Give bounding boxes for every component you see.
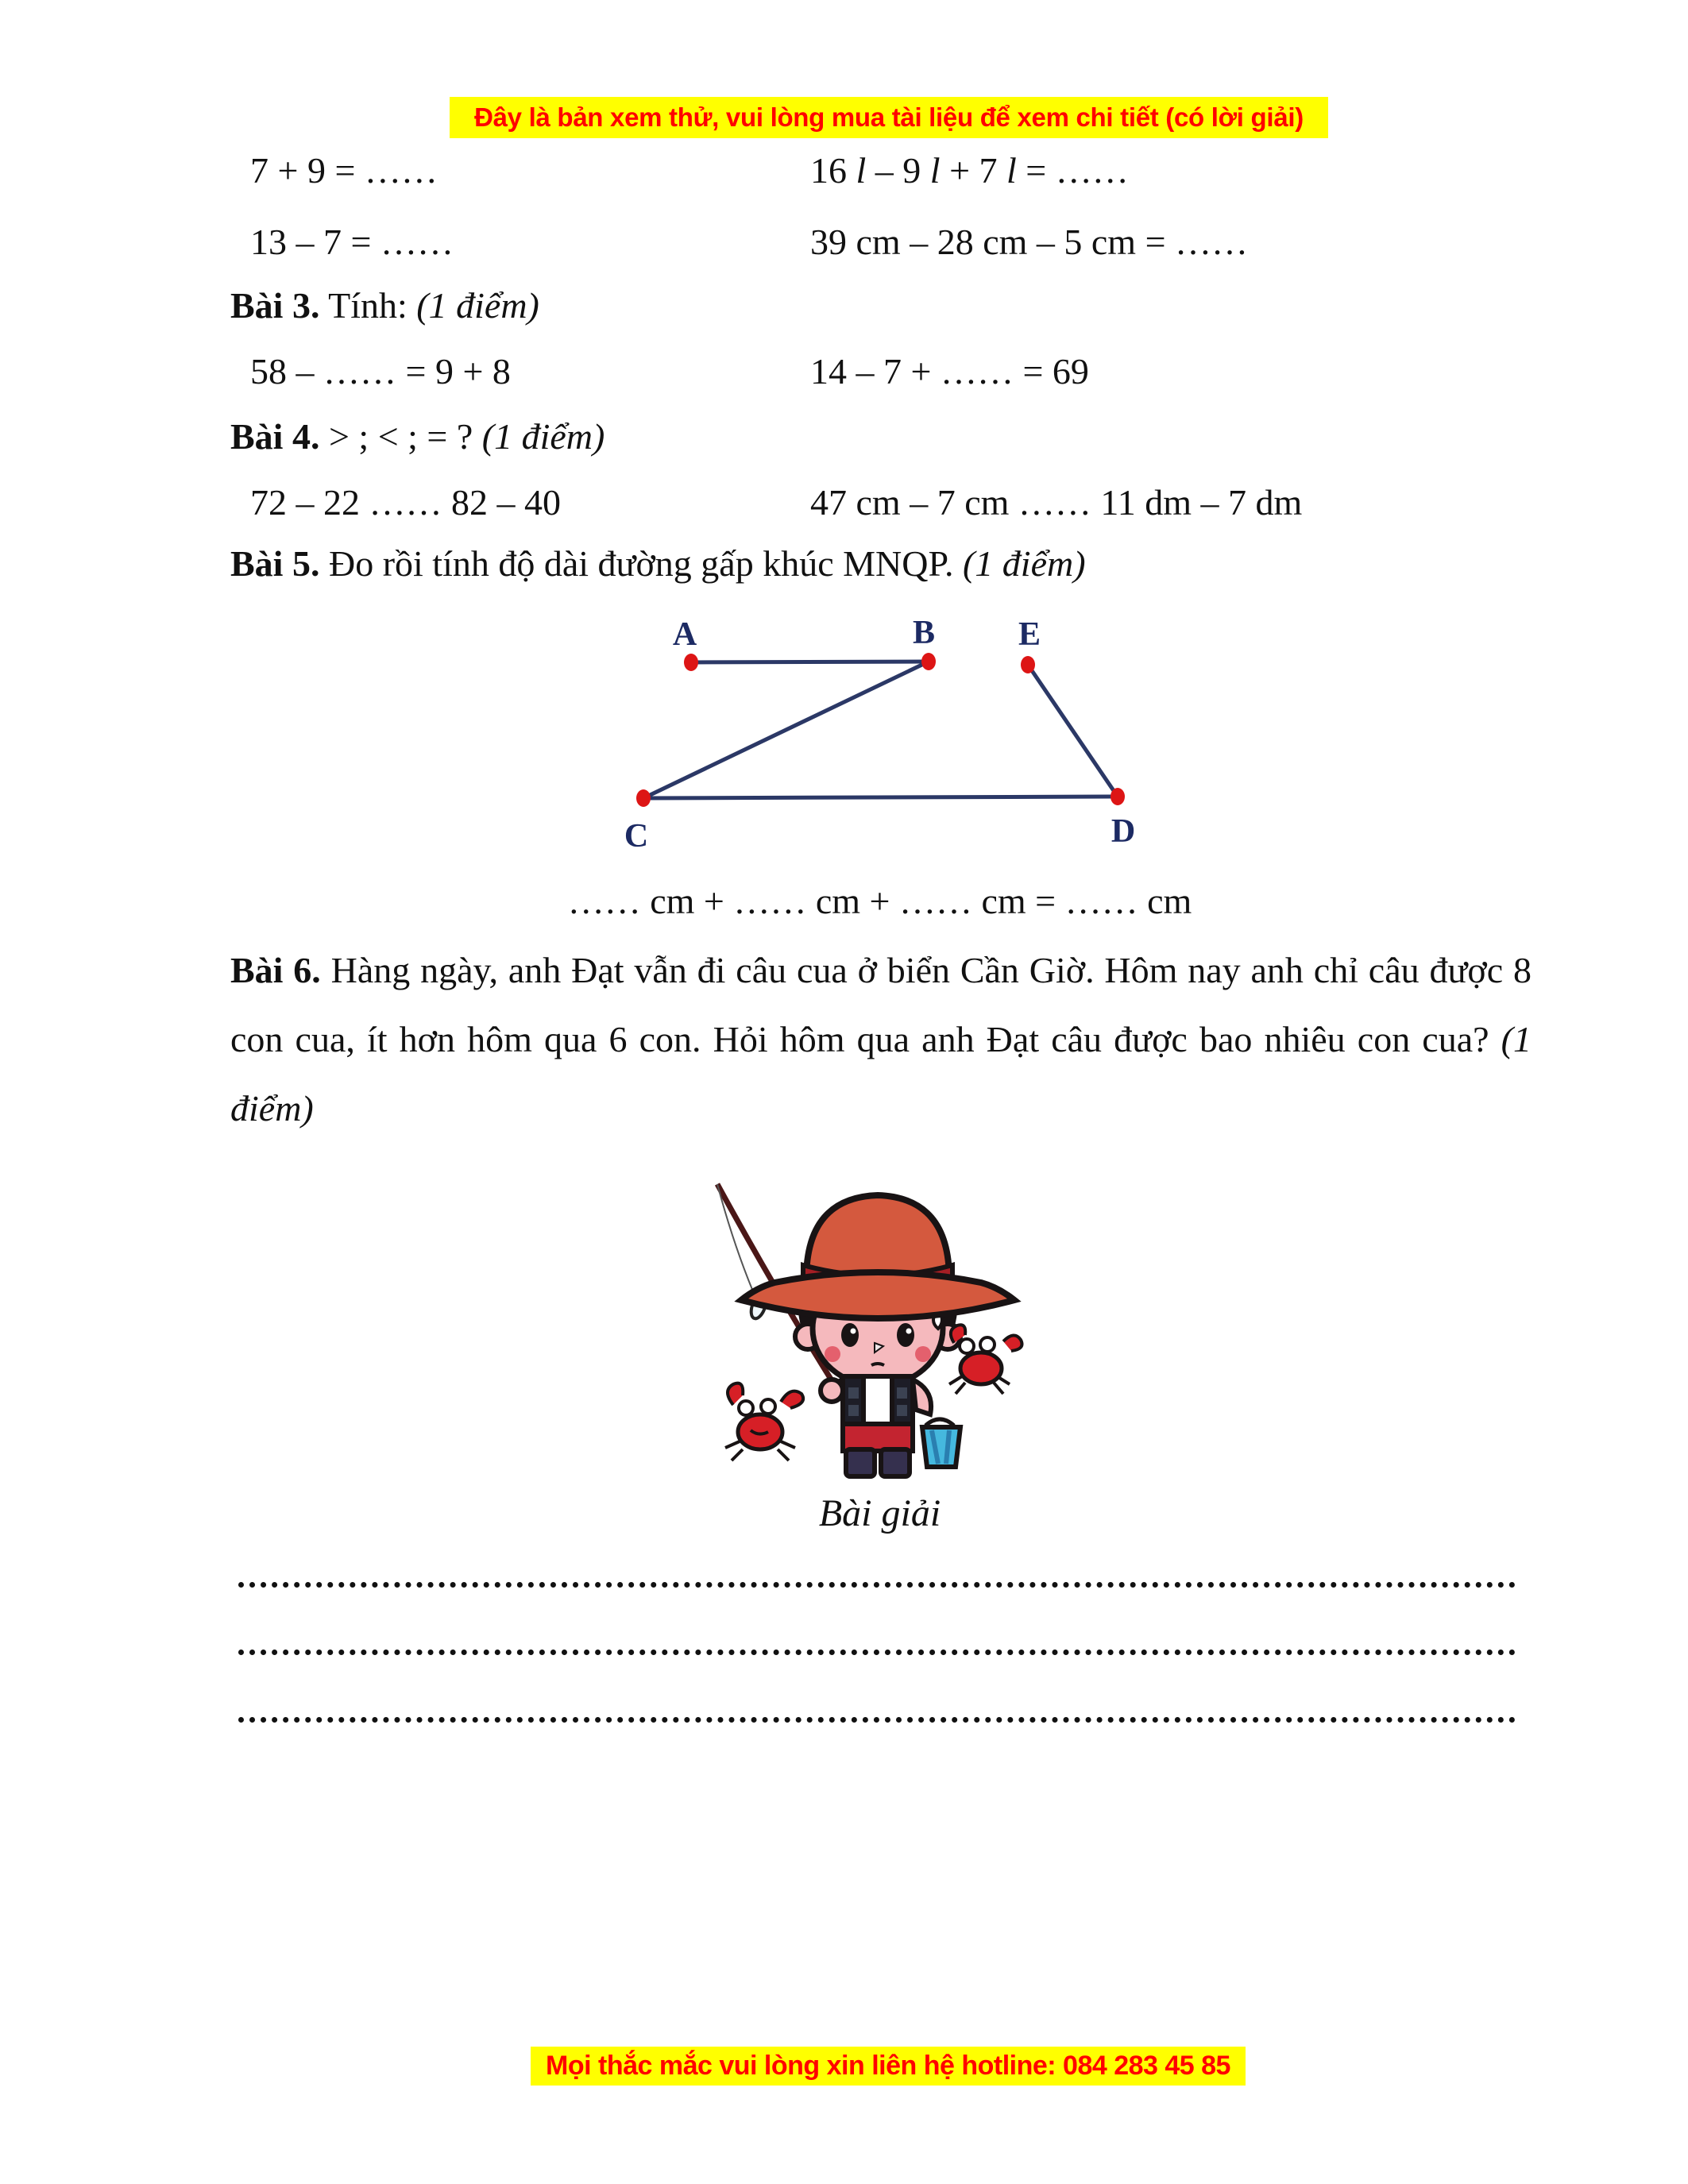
- length-sum-blanks: …… cm + …… cm + …… cm = …… cm: [567, 881, 1192, 921]
- answer-line-1: [238, 1582, 1516, 1588]
- label-D: D: [1111, 813, 1136, 850]
- point-E: [1021, 656, 1035, 673]
- segment-ED: [1028, 665, 1118, 797]
- exercise-5-points: (1 điểm): [962, 543, 1086, 584]
- answer-line-2: [238, 1650, 1516, 1655]
- comparison-47cm: 47 cm – 7 cm …… 11 dm – 7 dm: [810, 482, 1303, 523]
- segment-CD: [643, 797, 1118, 798]
- exercise-6-paragraph: Bài 6. Hàng ngày, anh Đạt vẫn đi câu cua ở biển Cần Giờ. Hôm nay anh chỉ câu được 8 con cua, ít hơn hôm qua 6 con. Hỏi hôm qua anh Đạt câu được bao nhiêu con cua? (1 điểm): [230, 950, 1532, 1129]
- preview-warning-text: Đây là bản xem thử, vui lòng mua tài liệu để xem chi tiết (có lời giải): [474, 102, 1304, 132]
- hand-on-rod: [821, 1379, 843, 1402]
- broken-line-svg: [556, 612, 1192, 866]
- point-A: [684, 654, 698, 671]
- label-C: C: [624, 818, 649, 855]
- label-A: A: [672, 616, 697, 653]
- equation-14-minus-7: 14 – 7 + …… = 69: [810, 351, 1089, 392]
- exercise-5-heading: Bài 5. Đo rồi tính độ dài đường gấp khúc MNQP. (1 điểm): [230, 543, 1086, 584]
- label-E: E: [1018, 616, 1041, 653]
- figure-labels: [624, 615, 1135, 855]
- exercise-3-label: Bài 3.: [230, 285, 320, 326]
- equation-13-minus-7: 13 – 7 = ……: [250, 222, 454, 262]
- exercise-4-heading: Bài 4. > ; < ; = ? (1 điểm): [230, 416, 605, 457]
- equation-16l: 16 l – 9 l + 7 l = ……: [810, 150, 1129, 191]
- exercise-5-label: Bài 5.: [230, 543, 320, 584]
- point-C: [636, 789, 651, 807]
- point-D: [1111, 788, 1125, 805]
- hotline-text: Mọi thắc mắc vui lòng xin liên hệ hotline: 084 283 45 85: [546, 2051, 1230, 2081]
- answer-line-3: [238, 1717, 1516, 1723]
- exercise-3-heading: Bài 3. Tính: (1 điểm): [230, 285, 539, 326]
- solution-heading: Bài giải: [818, 1492, 941, 1534]
- exercise-6-label: Bài 6.: [230, 950, 321, 990]
- hotline-banner: [531, 2047, 1246, 2086]
- comparison-72-22: 72 – 22 …… 82 – 40: [250, 482, 561, 523]
- point-B: [921, 653, 936, 670]
- crab-right-icon: [949, 1325, 1022, 1394]
- equation-7-plus-9: 7 + 9 = ……: [250, 150, 438, 191]
- broken-line-figure: [556, 612, 1192, 866]
- boy-body: [821, 1376, 931, 1476]
- shorts: [843, 1424, 913, 1451]
- exercise-3-points: (1 điểm): [416, 285, 539, 326]
- fishing-boy-svg: [687, 1138, 1068, 1481]
- equation-39cm: 39 cm – 28 cm – 5 cm = ……: [810, 222, 1249, 262]
- crab-left-icon: [725, 1383, 803, 1461]
- exercise-6-points: (1 điểm): [230, 1019, 1532, 1129]
- segment-BC: [643, 662, 929, 798]
- boot-right: [881, 1449, 910, 1476]
- preview-warning-banner: [450, 97, 1328, 138]
- straw-hat-icon: [741, 1195, 1014, 1318]
- figure-points: [636, 653, 1125, 807]
- exercise-4-points: (1 điểm): [481, 416, 605, 457]
- fishing-boy-illustration: [687, 1138, 1068, 1481]
- bucket-icon: [922, 1419, 960, 1467]
- label-B: B: [912, 615, 936, 651]
- boot-left: [846, 1449, 875, 1476]
- exercise-4-label: Bài 4.: [230, 416, 320, 457]
- equation-58: 58 – …… = 9 + 8: [250, 351, 511, 392]
- figure-segments: [643, 662, 1118, 798]
